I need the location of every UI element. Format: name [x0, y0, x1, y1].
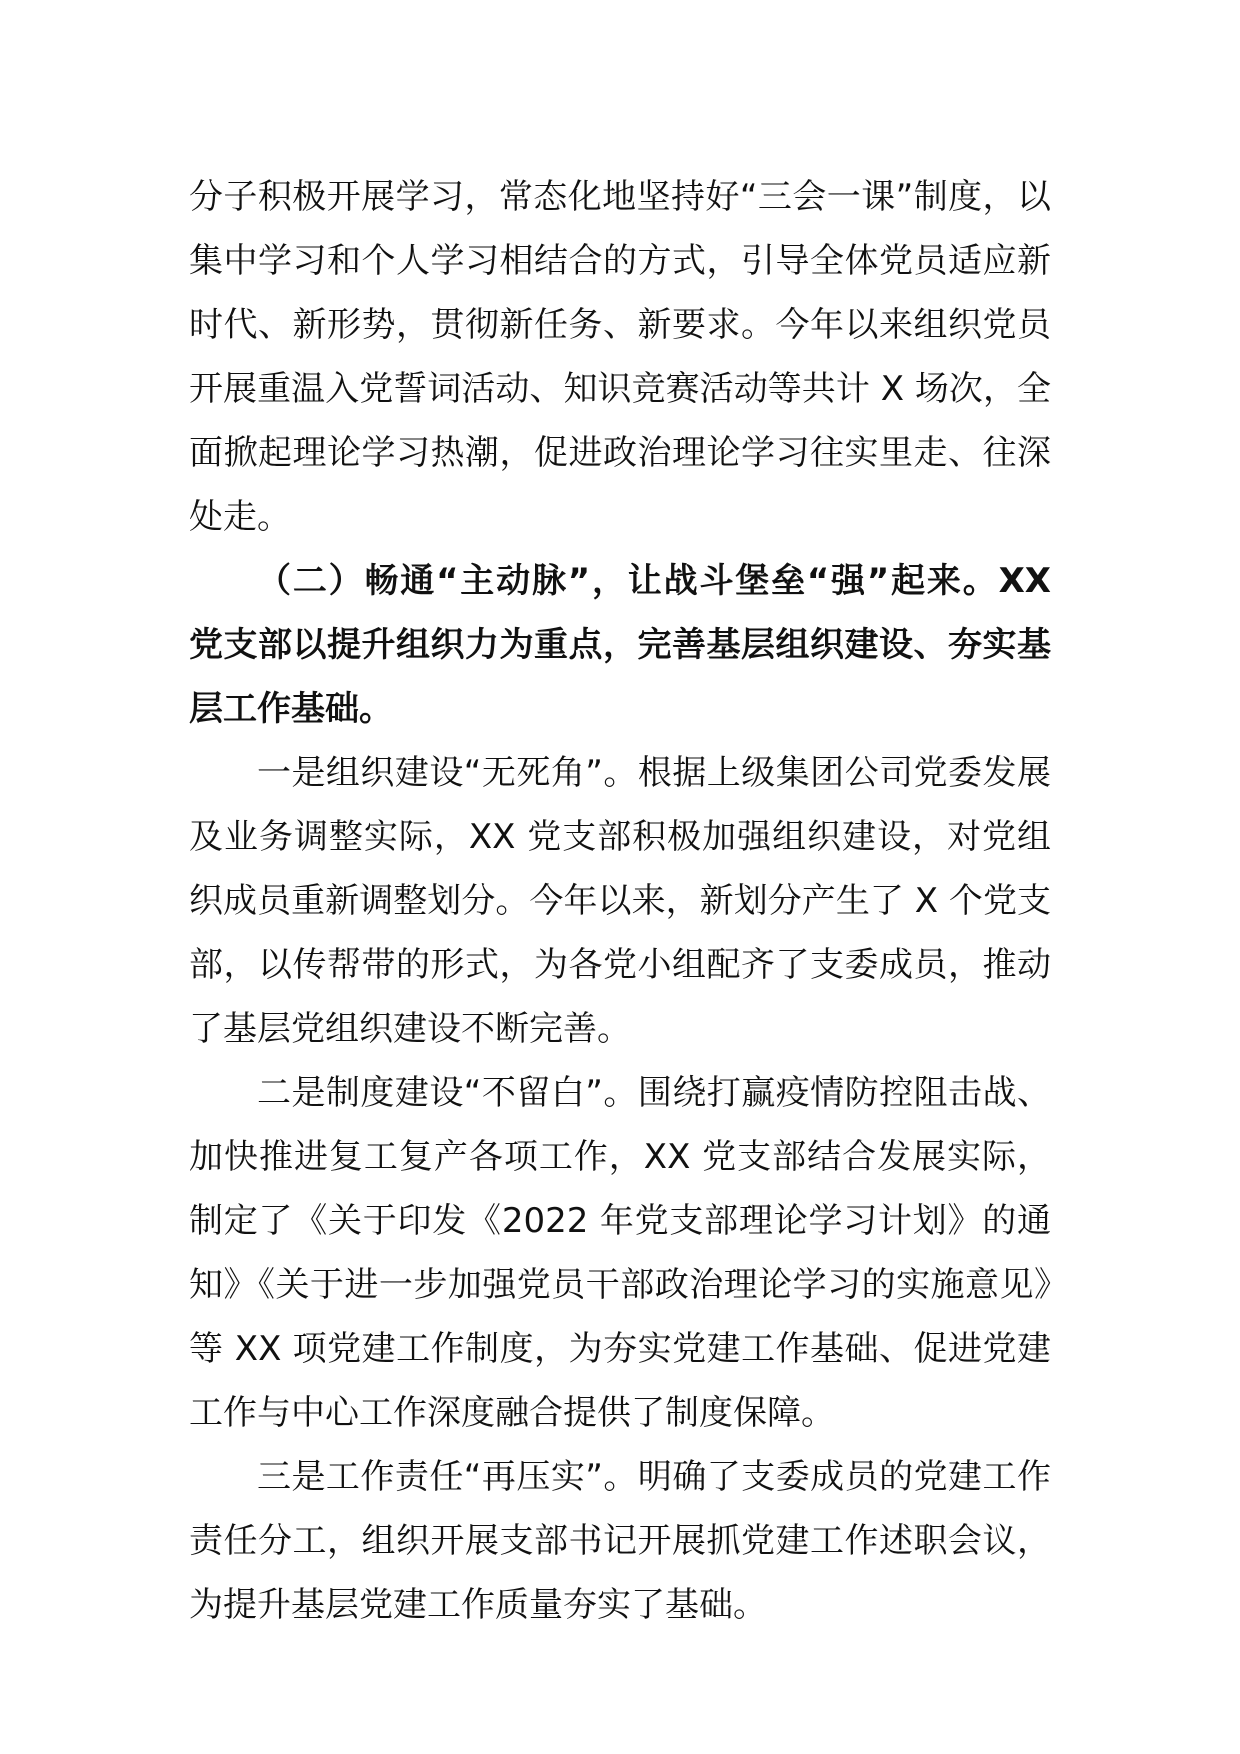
- document-body: [189, 165, 1051, 1637]
- paragraph-system-building: 二是制度建设“不留白”。围绕打赢疫情防控阻击战、加快推进复工复产各项工作，XX 党支部结合发展实际，制定了《关于印发《2022 年党支部理论学习计划》的通知》《关于进一步加强党员干部政治理论学习的实施意见》等 XX 项党建工作制度，为夯实党建工作基础、促进党建工作与中心工作深度融合提供了制度保障。: [189, 1073, 1051, 1433]
- section-heading-2: （二）畅通“主动脉”，让战斗堡垒“强”起来。XX 党支部以提升组织力为重点，完善基层组织建设、夯实基层工作基础。: [189, 561, 1051, 729]
- paragraph-organization-building: 一是组织建设“无死角”。根据上级集团公司党委发展及业务调整实际，XX 党支部积极加强组织建设，对党组织成员重新调整划分。今年以来，新划分产生了 X 个党支部，以传帮带的形式，为各党小组配齐了支委成员，推动了基层党组织建设不断完善。: [189, 753, 1051, 1049]
- paragraph-study-continuation: 分子积极开展学习，常态化地坚持好“三会一课”制度，以集中学习和个人学习相结合的方式，引导全体党员适应新时代、新形势，贯彻新任务、新要求。今年以来组织党员开展重温入党誓词活动、知识竞赛活动等共计 X 场次，全面掀起理论学习热潮，促进政治理论学习往实里走、往深处走。: [189, 177, 1051, 537]
- paragraph-work-responsibility: 三是工作责任“再压实”。明确了支委成员的党建工作责任分工，组织开展支部书记开展抓党建工作述职会议，为提升基层党建工作质量夯实了基础。: [189, 1457, 1051, 1625]
